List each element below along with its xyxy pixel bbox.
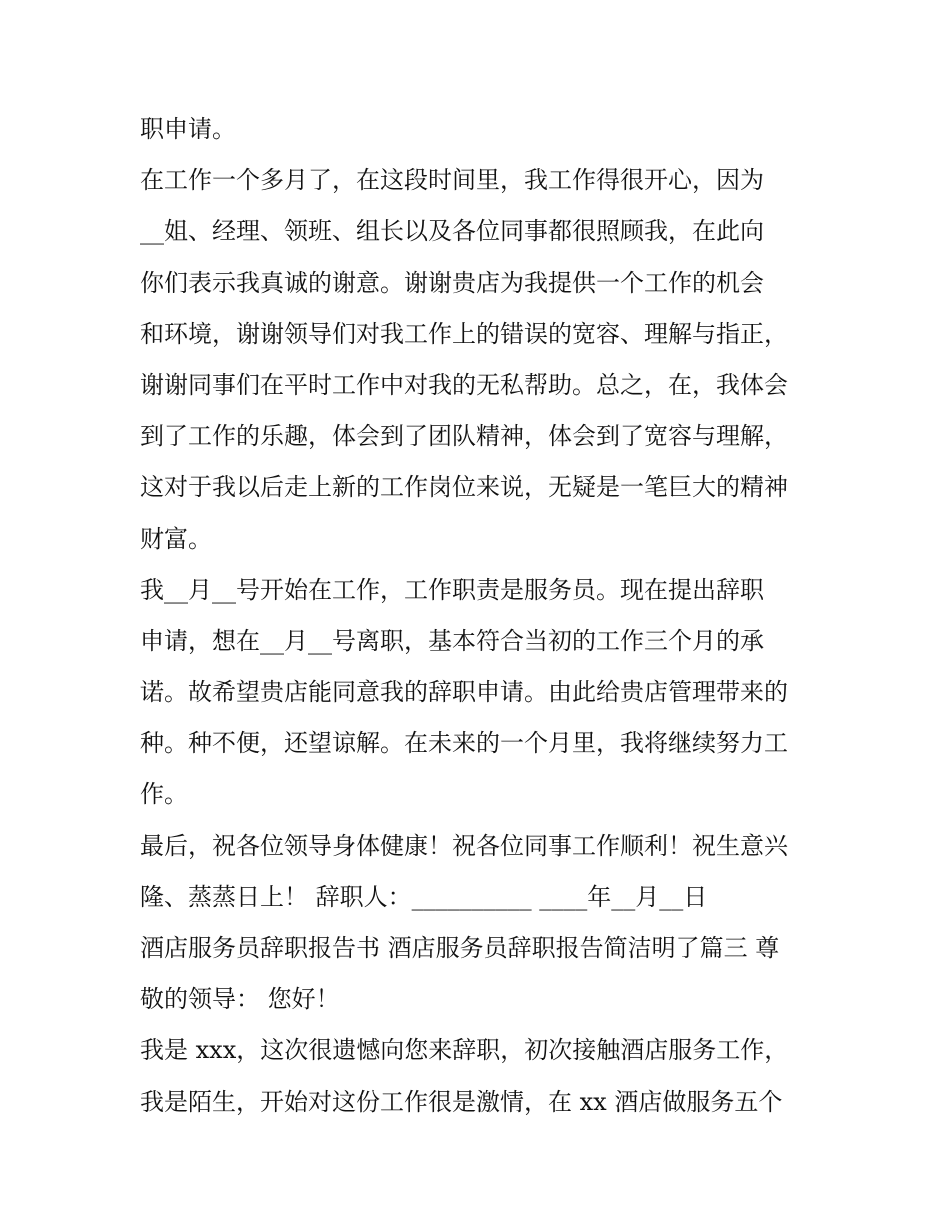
text-line: 申请，想在__月__号离职，基本符合当初的工作三个月的承 xyxy=(140,626,764,655)
text-line: 最后，祝各位领导身体健康！祝各位同事工作顺利！祝生意兴 xyxy=(140,831,788,860)
text-line: 敬的领导： 您好！ xyxy=(140,985,340,1014)
text-line: 谢谢同事们在平时工作中对我的无私帮助。总之，在，我体会 xyxy=(140,370,788,399)
text-line: 种。种不便，还望谅解。在未来的一个月里，我将继续努力工 xyxy=(140,729,788,758)
text-line: 诺。故希望贵店能同意我的辞职申请。由此给贵店管理带来的 xyxy=(140,678,788,707)
text-line: 作。 xyxy=(140,780,188,809)
text-line: 和环境，谢谢领导们对我工作上的错误的宽容、理解与指正， xyxy=(140,319,788,348)
text-line: 我__月__号开始在工作，工作职责是服务员。现在提出辞职 xyxy=(140,575,764,604)
text-line: 你们表示我真诚的谢意。谢谢贵店为我提供一个工作的机会 xyxy=(140,268,764,297)
document-body xyxy=(140,104,820,1128)
text-line: __姐、经理、领班、组长以及各位同事都很照顾我，在此向 xyxy=(140,217,764,246)
text-line: 隆、蒸蒸日上！ 辞职人：__________ ____年__月__日 xyxy=(140,882,708,911)
text-line: 这对于我以后走上新的工作岗位来说，无疑是一笔巨大的精神 xyxy=(140,473,788,502)
text-line: 在工作一个多月了，在这段时间里，我工作得很开心，因为 xyxy=(140,166,764,195)
text-line: 我是陌生，开始对这份工作很是激情，在 xx 酒店做服务五个 xyxy=(140,1087,783,1116)
text-line: 到了工作的乐趣，体会到了团队精神，体会到了宽容与理解， xyxy=(140,422,788,451)
text-line: 财富。 xyxy=(140,524,212,553)
text-line: 我是 xxx，这次很遗憾向您来辞职，初次接触酒店服务工作， xyxy=(140,1036,789,1065)
text-line: 酒店服务员辞职报告书 酒店服务员辞职报告简洁明了篇三 尊 xyxy=(140,934,780,962)
text-line: 职申请。 xyxy=(140,115,236,143)
